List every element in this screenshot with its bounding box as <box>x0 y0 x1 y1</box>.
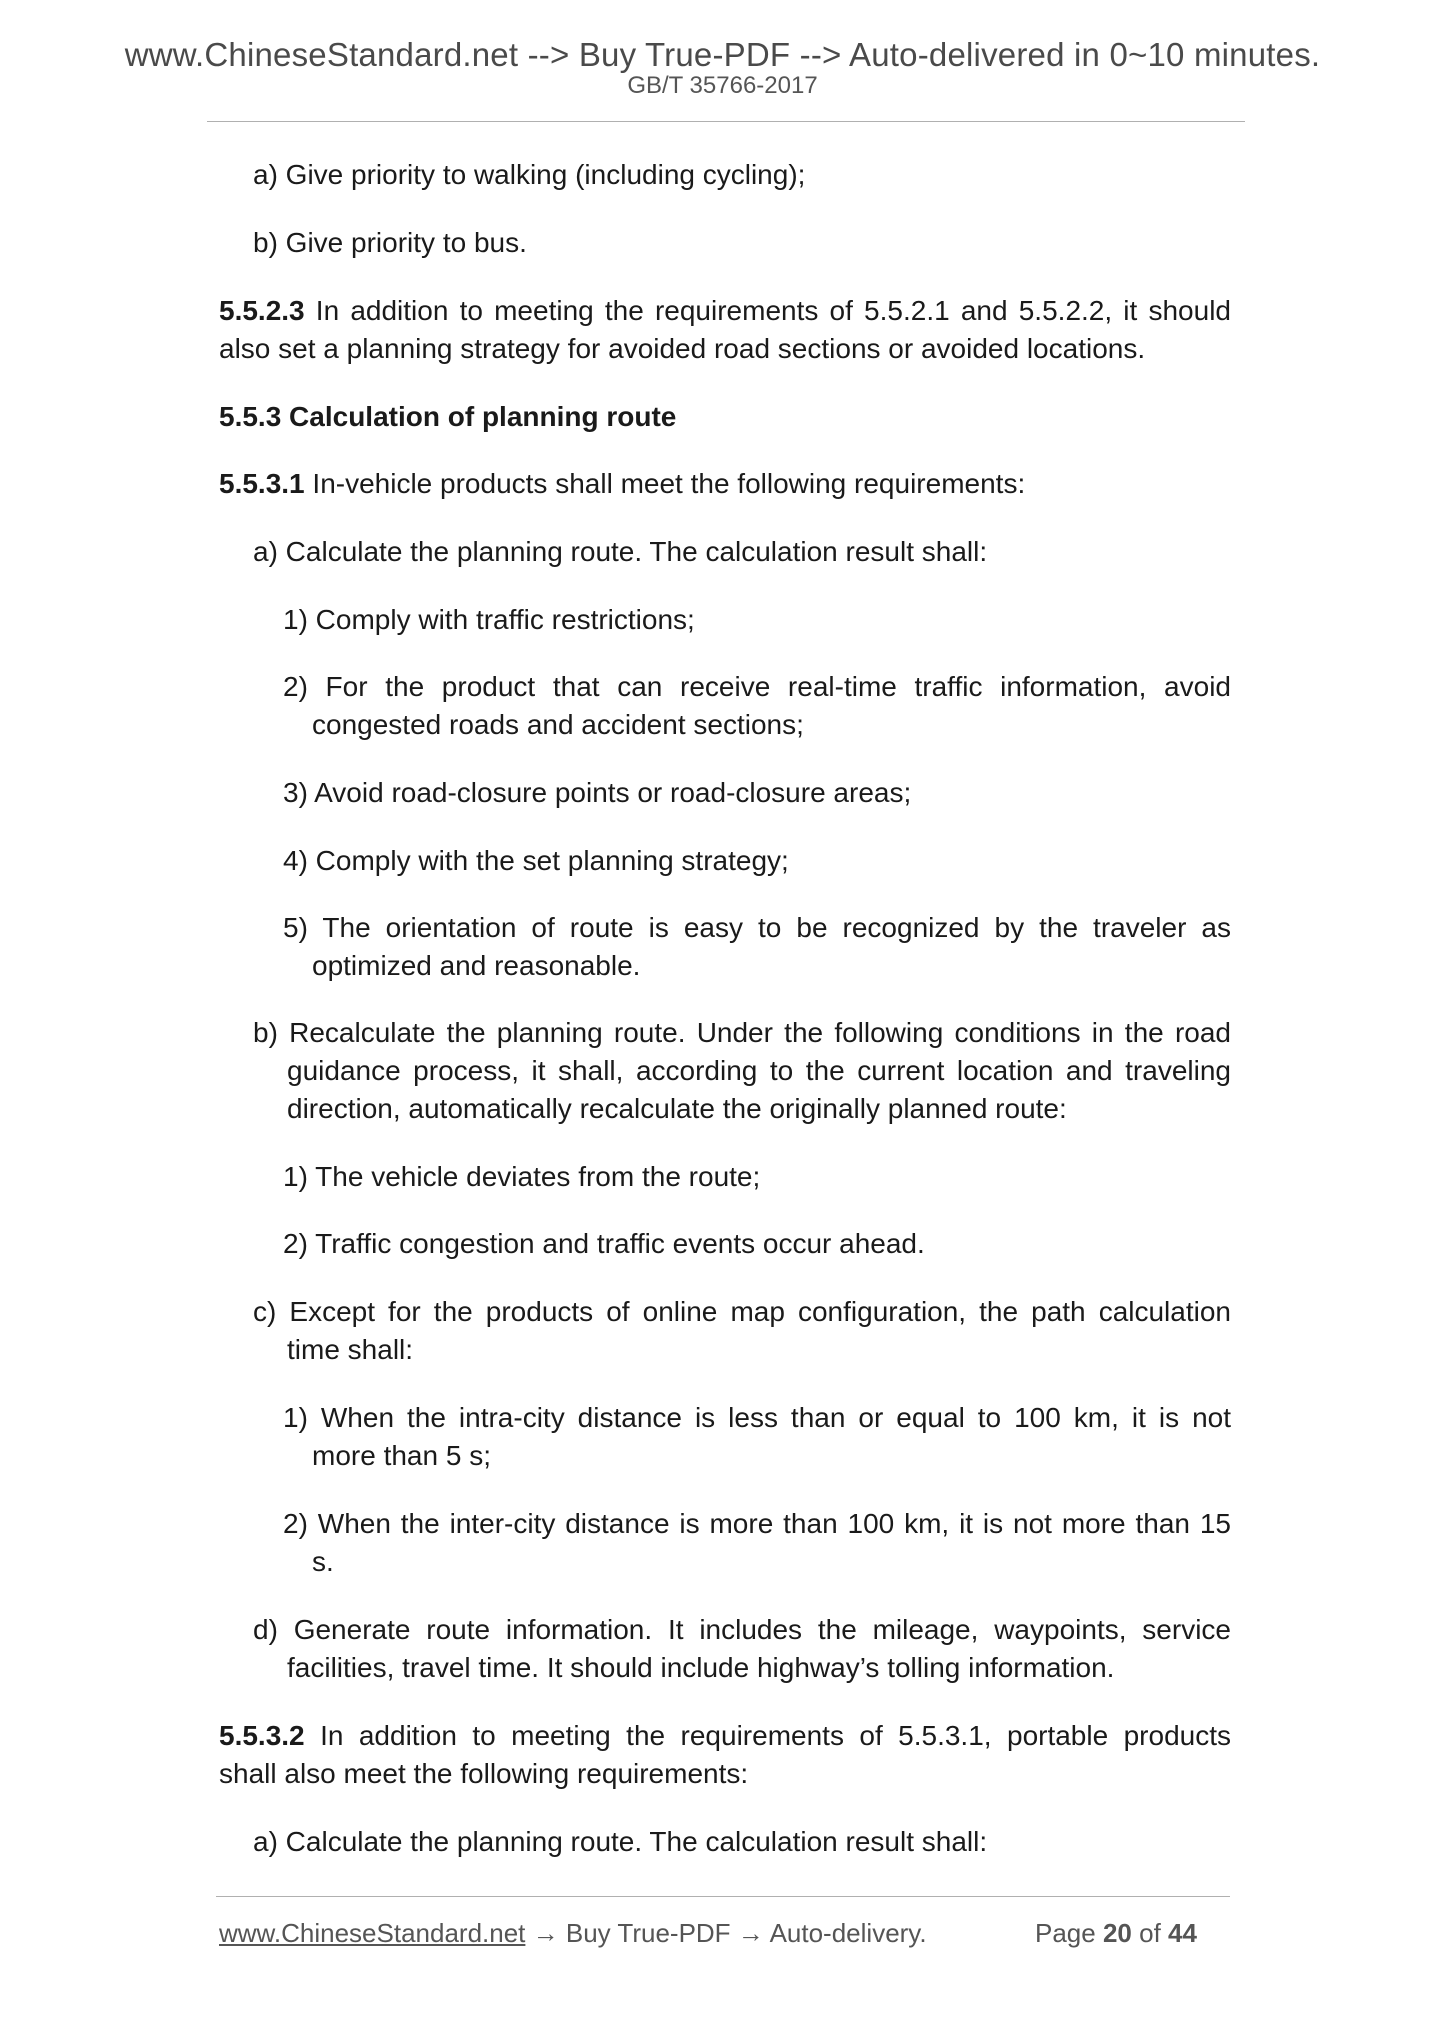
sub-item-5-orientation <box>283 909 1231 985</box>
page-of: of <box>1139 1918 1161 1948</box>
clause-number: 5.5.3.2 <box>219 1720 305 1751</box>
sub-item-text-cont: s. <box>312 1546 334 1577</box>
sub-item-text-cont: congested roads and accident sections; <box>312 709 804 740</box>
footer-site-link[interactable]: www.ChineseStandard.net <box>219 1918 526 1948</box>
list-item-text: d) Generate route information. It includes the mileage, waypoints, service <box>253 1614 1231 1645</box>
list-item-text-cont: direction, automatically recalculate the originally planned route: <box>287 1093 1067 1124</box>
list-item-b-bus: b) Give priority to bus. <box>253 227 527 258</box>
list-item-text-cont: facilities, travel time. It should include highway’s tolling information. <box>287 1652 1115 1683</box>
sub-item-1-restrictions: 1) Comply with traffic restrictions; <box>283 604 695 635</box>
sub-item-text: 2) For the product that can receive real-time traffic information, avoid <box>283 671 1231 702</box>
list-item-a-walking: a) Give priority to walking (including cycling); <box>253 159 806 190</box>
list-item-text: b) Recalculate the planning route. Under the following conditions in the road <box>253 1017 1231 1048</box>
header-banner: www.ChineseStandard.net --> Buy True-PDF --> Auto-delivered in 0~10 minutes. <box>124 36 1321 73</box>
section-heading-5-5-3: 5.5.3 Calculation of planning route <box>219 401 677 432</box>
sub-item-2-realtime <box>283 668 1231 744</box>
standard-code: GB/T 35766-2017 <box>627 72 818 99</box>
page-label: Page <box>1035 1918 1096 1948</box>
clause-text-cont: also set a planning strategy for avoided road sections or avoided locations. <box>219 333 1146 364</box>
sub-item-text-cont: optimized and reasonable. <box>312 950 641 981</box>
clause-5-5-2-3 <box>219 292 1231 368</box>
clause-text: In addition to meeting the requirements of 5.5.2.1 and 5.5.2.2, it should <box>304 295 1231 326</box>
sub-item-2-congestion: 2) Traffic congestion and traffic events occur ahead. <box>283 1228 925 1259</box>
sub-item-1-deviates: 1) The vehicle deviates from the route; <box>283 1161 761 1192</box>
page-indicator <box>1035 1918 1197 1949</box>
list-item-text-cont: guidance process, it shall, according to the current location and traveling <box>287 1055 1231 1086</box>
clause-text: In addition to meeting the requirements of 5.5.3.1, portable products <box>304 1720 1231 1751</box>
list-item-text: c) Except for the products of online map configuration, the path calculation <box>253 1296 1231 1327</box>
clause-text-cont: shall also meet the following requirements: <box>219 1758 749 1789</box>
clause-5-5-3-1 <box>219 465 1025 503</box>
sub-item-text: 5) The orientation of route is easy to be recognized by the traveler as <box>283 912 1231 943</box>
list-item-b-recalculate <box>253 1014 1231 1128</box>
list-item-text-cont: time shall: <box>287 1334 414 1365</box>
footer-divider <box>216 1896 1230 1897</box>
sub-item-1-intra-city <box>283 1399 1231 1475</box>
sub-item-text: 2) When the inter-city distance is more than 100 km, it is not more than 15 <box>283 1508 1231 1539</box>
header-divider <box>207 121 1245 122</box>
list-item-a-calculate-portable: a) Calculate the planning route. The calculation result shall: <box>253 1826 988 1857</box>
footer-links-text: → Buy True-PDF → Auto-delivery. <box>525 1918 927 1948</box>
list-item-c-time <box>253 1293 1231 1369</box>
list-item-d-route-info <box>253 1611 1231 1687</box>
sub-item-4-strategy: 4) Comply with the set planning strategy; <box>283 845 789 876</box>
clause-number: 5.5.3.1 <box>219 468 305 499</box>
clause-number: 5.5.2.3 <box>219 295 305 326</box>
list-item-a-calculate: a) Calculate the planning route. The calculation result shall: <box>253 536 988 567</box>
page-total: 44 <box>1168 1918 1197 1948</box>
clause-5-5-3-2 <box>219 1717 1231 1793</box>
sub-item-text: 1) When the intra-city distance is less than or equal to 100 km, it is not <box>283 1402 1231 1433</box>
clause-text: In-vehicle products shall meet the following requirements: <box>304 468 1026 499</box>
sub-item-2-inter-city <box>283 1505 1231 1581</box>
footer-links <box>219 1918 927 1949</box>
sub-item-3-closure: 3) Avoid road-closure points or road-closure areas; <box>283 777 912 808</box>
sub-item-text-cont: more than 5 s; <box>312 1440 491 1471</box>
page-current: 20 <box>1102 1918 1132 1948</box>
